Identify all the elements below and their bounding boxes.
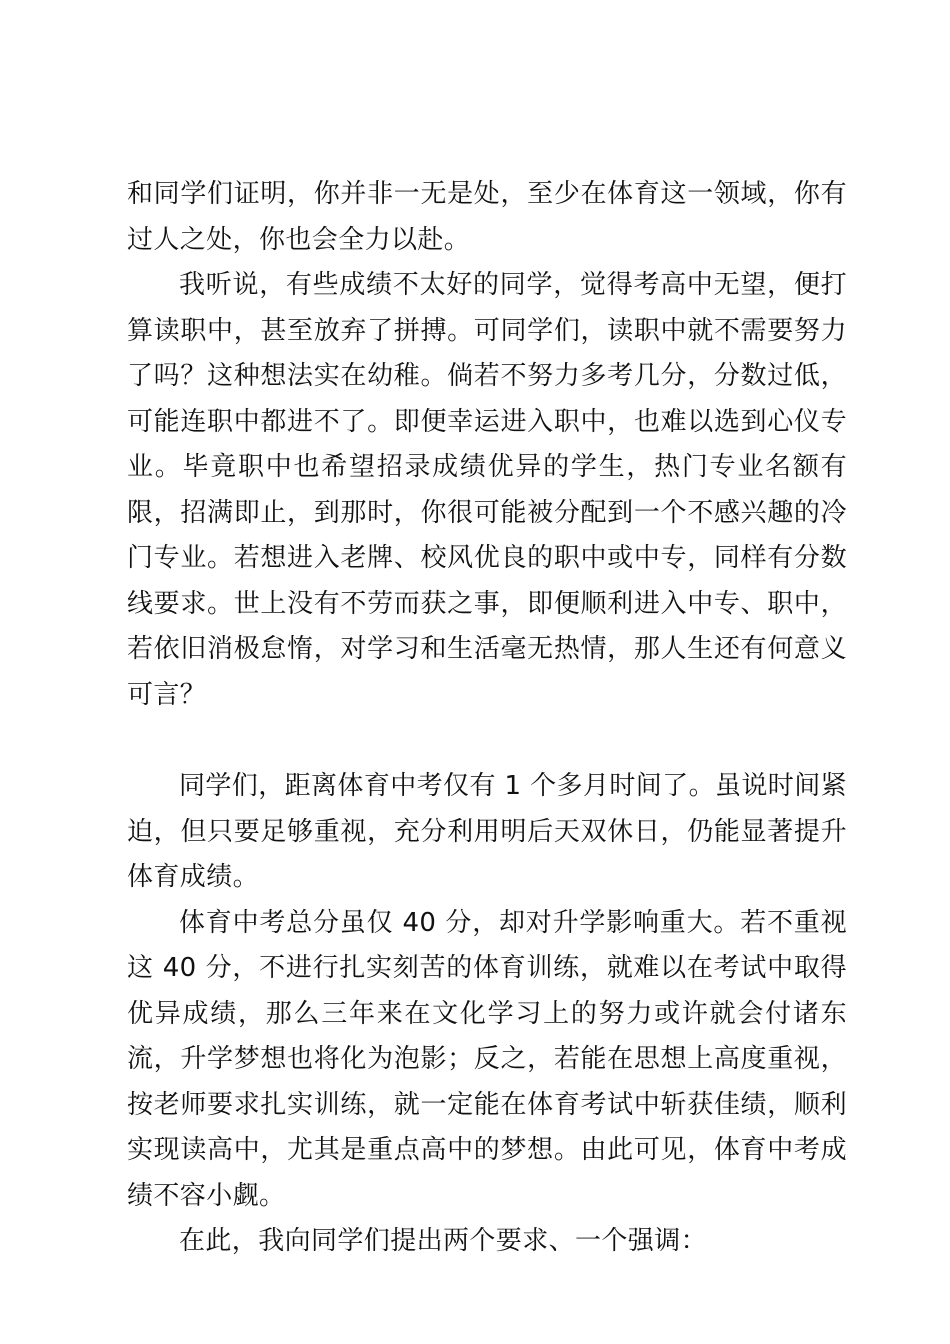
paragraph-requirements-intro: 在此，我向同学们提出两个要求、一个强调： — [179, 1226, 708, 1256]
paragraph-exam-importance: 体育中考总分虽仅 40 分，却对升学影响重大。若不重视这 40 分，不进行扎实刻苦的体育训练，就难以在考试中取得优异成绩，那么三年来在文化学习上的努力或许就会付诸东流，升学梦想也将化为泡影；反之，若能在思想上高度重视，按老师要求扎实训练，就一定能在体育考试中斩获佳绩，顺利实现读高中，尤其是重点高中的梦想。由此可见，体育中考成绩不容小觑。 — [127, 907, 847, 1211]
paragraph-vocational-school: 我听说，有些成绩不太好的同学，觉得考高中无望，便打算读职中，甚至放弃了拼搏。可同学们，读职中就不需要努力了吗？这种想法实在幼稚。倘若不努力多考几分，分数过低，可能连职中都进不了。即便幸运进入职中，也难以选到心仪专业。毕竟职中也希望招录成绩优异的学生，热门专业名额有限，招满即止，到那时，你很可能被分配到一个不感兴趣的冷门专业。若想进入老牌、校风优良的职中或中专，同样有分数线要求。世上没有不劳而获之事，即便顺利进入中专、职中，若依旧消极怠惰，对学习和生活毫无热情，那人生还有何意义可言？ — [127, 270, 847, 710]
paragraph-continuation: 和同学们证明，你并非一无是处，至少在体育这一领域，你有过人之处，你也会全力以赴。 — [127, 179, 847, 255]
document-body — [127, 172, 847, 1265]
paragraph-time-remaining: 同学们，距离体育中考仅有 1 个多月时间了。虽说时间紧迫，但只要足够重视，充分利用明后天双休日，仍能显著提升体育成绩。 — [127, 771, 847, 892]
